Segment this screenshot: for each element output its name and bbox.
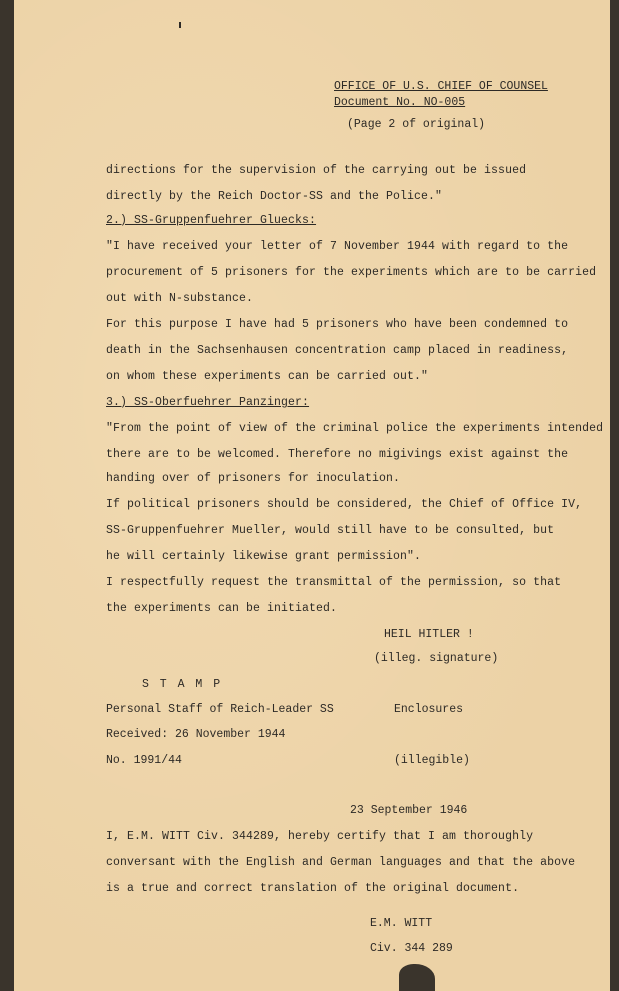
body-line: there are to be welcomed. Therefore no migivings exist against the <box>106 448 569 461</box>
document-number: Document No. NO-005 <box>334 96 466 109</box>
body-line: on whom these experiments can be carried out." <box>106 370 429 383</box>
body-line: directly by the Reich Doctor-SS and the Police." <box>106 190 443 203</box>
body-line: he will certainly likewise grant permission". <box>106 550 422 563</box>
section-heading-gluecks: 2.) SS-Gruppenfuehrer Gluecks: <box>106 214 317 227</box>
certification-line: is a true and correct translation of the original document. <box>106 882 520 895</box>
body-line: "I have received your letter of 7 November 1944 with regard to the <box>106 240 569 253</box>
body-line: For this purpose I have had 5 prisoners who have been condemned to <box>106 318 569 331</box>
body-line: I respectfully request the transmittal of the permission, so that <box>106 576 562 589</box>
paper-damage <box>399 964 435 991</box>
body-line: death in the Sachsenhausen concentration camp placed in readiness, <box>106 344 569 357</box>
ink-mark <box>179 22 181 28</box>
section-heading-panzinger: 3.) SS-Oberfuehrer Panzinger: <box>106 396 310 409</box>
certification-date: 23 September 1946 <box>350 804 468 817</box>
translator-civ-number: Civ. 344 289 <box>370 942 453 955</box>
document-page <box>14 0 610 991</box>
enclosures-illegible: (illegible) <box>394 754 470 767</box>
page-note: (Page 2 of original) <box>347 118 486 131</box>
office-header: OFFICE OF U.S. CHIEF OF COUNSEL <box>334 80 548 93</box>
body-line: the experiments can be initiated. <box>106 602 338 615</box>
body-line: handing over of prisoners for inoculation. <box>106 472 401 485</box>
body-line: SS-Gruppenfuehrer Mueller, would still have to be consulted, but <box>106 524 555 537</box>
salute: HEIL HITLER ! <box>384 628 474 641</box>
stamp-number: No. 1991/44 <box>106 754 182 767</box>
stamp-received: Received: 26 November 1944 <box>106 728 286 741</box>
translator-name: E.M. WITT <box>370 917 433 930</box>
body-line: directions for the supervision of the carrying out be issued <box>106 164 527 177</box>
body-line: "From the point of view of the criminal police the experiments intended <box>106 422 604 435</box>
enclosures-label: Enclosures <box>394 703 464 716</box>
body-line: procurement of 5 prisoners for the experiments which are to be carried <box>106 266 597 279</box>
certification-line: conversant with the English and German languages and that the above <box>106 856 576 869</box>
stamp-staff: Personal Staff of Reich-Leader SS <box>106 703 334 716</box>
stamp-title: S T A M P <box>142 678 223 691</box>
body-line: If political prisoners should be considered, the Chief of Office IV, <box>106 498 583 511</box>
body-line: out with N-substance. <box>106 292 254 305</box>
certification-line: I, E.M. WITT Civ. 344289, hereby certify that I am thoroughly <box>106 830 534 843</box>
signature-note: (illeg. signature) <box>374 652 499 665</box>
